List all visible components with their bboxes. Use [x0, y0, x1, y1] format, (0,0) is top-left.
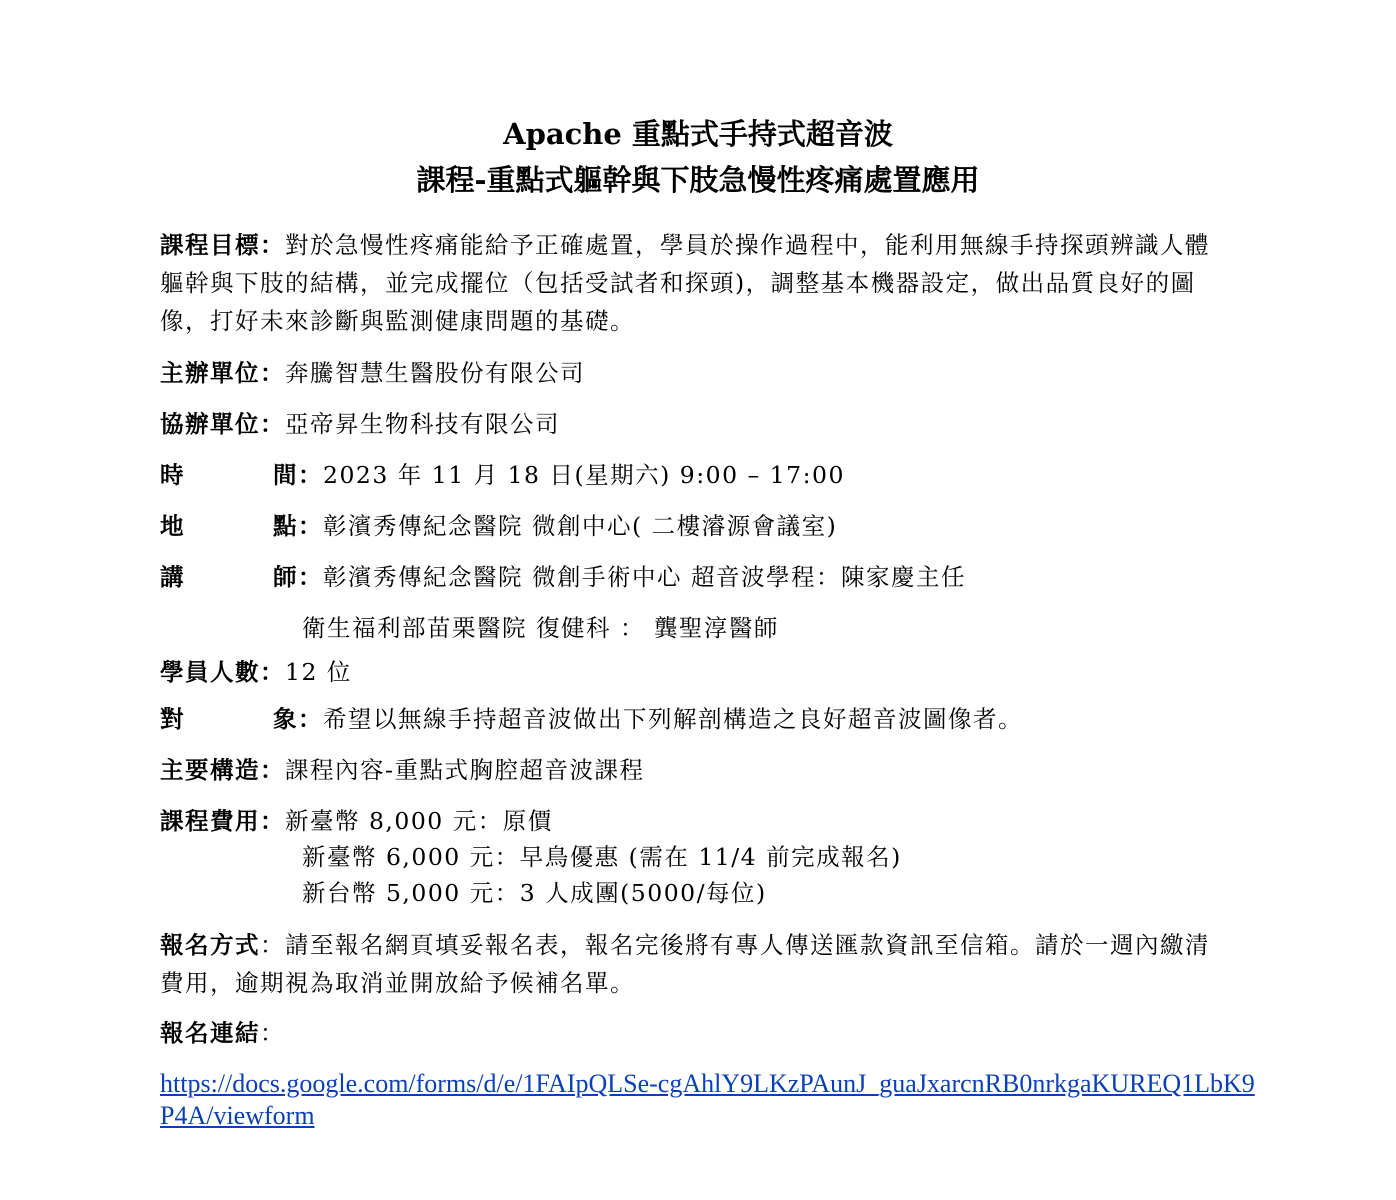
- registration-link[interactable]: https://docs.google.com/forms/d/e/1FAIpQLSe-cgAhlY9LKzPAunJ_guaJxarcnRB0nrkgaKUREQ1LbK9P4A/viewform: [160, 1069, 1255, 1130]
- fee-line-1: 新臺幣 8,000 元：原價: [285, 807, 553, 835]
- registration-label: 報名方式: [160, 931, 260, 959]
- time-label-b: 間: [273, 461, 298, 489]
- time-label-a: 時: [160, 461, 225, 489]
- target-label-a: 對: [160, 705, 225, 733]
- location-value: 彰濱秀傳紀念醫院 微創中心( 二樓濬源會議室): [323, 512, 838, 540]
- lecturer-colon: ：: [298, 563, 323, 591]
- fee-colon: ：: [260, 807, 285, 835]
- organizer-value: 奔騰智慧生醫股份有限公司: [285, 359, 585, 387]
- link-label: 報名連結: [160, 1019, 260, 1047]
- co-organizer-label: 協辦單位: [160, 410, 260, 438]
- target-label: [160, 703, 298, 735]
- time-label: [160, 459, 298, 491]
- organizer-row: [160, 357, 585, 389]
- structure-row: [160, 754, 644, 786]
- students-colon: ：: [260, 658, 285, 686]
- lecturer-row: [160, 561, 966, 593]
- title-line-2: 課程-重點式軀幹與下肢急慢性疼痛處置應用: [416, 163, 980, 197]
- course-objective-text: 對於急慢性疼痛能給予正確處置，學員於操作過程中，能利用無線手持探頭辨識人體軀幹與下肢的結構，並完成擺位（包括受試者和探頭)，調整基本機器設定，做出品質良好的圖像，打好未來診斷與監測健康問題的基礎。: [160, 231, 1210, 335]
- target-row: [160, 703, 1023, 735]
- link-colon: ：: [260, 1019, 285, 1047]
- registration-method: [160, 926, 1230, 1002]
- lecturer-value-1: 彰濱秀傳紀念醫院 微創手術中心 超音波學程：陳家慶主任: [323, 563, 966, 591]
- organizer-label: 主辦單位: [160, 359, 260, 387]
- location-colon: ：: [298, 512, 323, 540]
- course-objective: [160, 226, 1230, 340]
- co-organizer-colon: ：: [260, 410, 285, 438]
- target-colon: ：: [298, 705, 323, 733]
- students-row: [160, 656, 352, 688]
- time-colon: ：: [298, 461, 323, 489]
- structure-value: 課程內容-重點式胸腔超音波課程: [285, 756, 645, 784]
- target-label-b: 象: [273, 705, 298, 733]
- structure-colon: ：: [260, 756, 285, 784]
- co-organizer-row: [160, 408, 560, 440]
- lecturer-label-b: 師: [273, 563, 298, 591]
- fee-row: [160, 805, 553, 837]
- link-label-row: [160, 1017, 285, 1049]
- title-line-1: Apache 重點式手持式超音波: [503, 117, 893, 151]
- lecturer-value-2: 衛生福利部苗栗醫院 復健科 ： 龔聖淳醫師: [302, 614, 779, 642]
- time-value: 2023 年 11 月 18 日(星期六) 9:00 – 17:00: [323, 461, 845, 489]
- registration-text: ：請至報名網頁填妥報名表，報名完後將有專人傳送匯款資訊至信箱。請於一週內繳清費用，逾期視為取消並開放給予候補名單。: [160, 931, 1210, 997]
- fee-line-3: 新台幣 5,000 元：3 人成團(5000/每位): [302, 879, 767, 907]
- lecturer-label: [160, 561, 298, 593]
- location-label-a: 地: [160, 512, 225, 540]
- course-objective-label: 課程目標：: [160, 231, 285, 259]
- location-label-b: 點: [273, 512, 298, 540]
- location-label: [160, 510, 298, 542]
- students-value: 12 位: [285, 658, 352, 686]
- structure-label: 主要構造: [160, 756, 260, 784]
- students-label: 學員人數: [160, 658, 260, 686]
- lecturer-label-a: 講: [160, 563, 225, 591]
- fee-line-2: 新臺幣 6,000 元：早鳥優惠 (需在 11/4 前完成報名): [302, 843, 902, 871]
- co-organizer-value: 亞帝昇生物科技有限公司: [285, 410, 560, 438]
- location-row: [160, 510, 837, 542]
- fee-label: 課程費用: [160, 807, 260, 835]
- target-value: 希望以無線手持超音波做出下列解剖構造之良好超音波圖像者。: [323, 705, 1023, 733]
- organizer-colon: ：: [260, 359, 285, 387]
- time-row: [160, 459, 845, 491]
